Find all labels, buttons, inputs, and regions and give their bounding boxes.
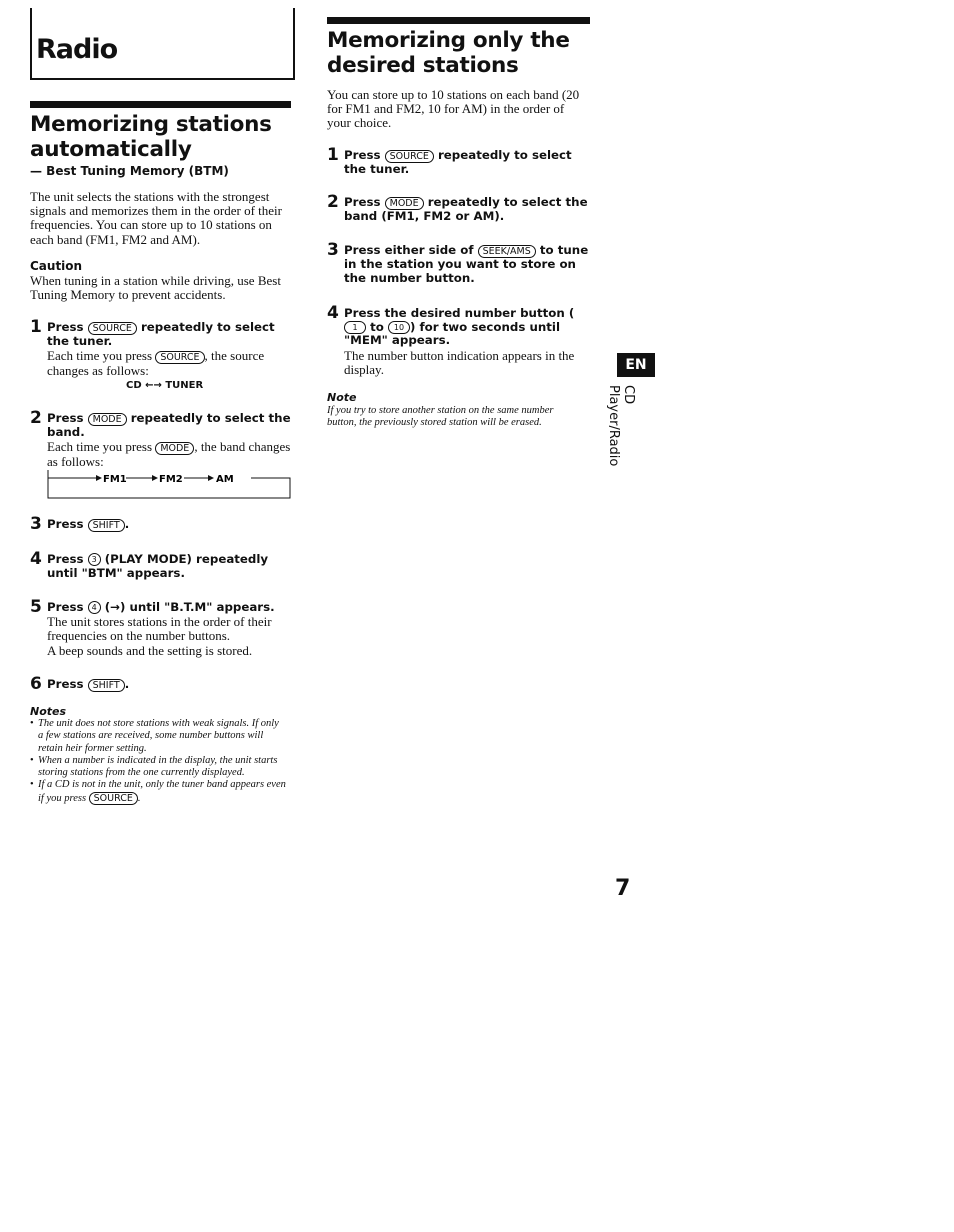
note-text: If you try to store another station on the same number button, the previously stored station will be erased. (327, 405, 554, 429)
number-3-button-icon: 3 (88, 553, 101, 566)
step-number: 5 (30, 597, 42, 617)
notes-list (30, 718, 286, 805)
step-instruction: Press SHIFT . (47, 677, 130, 691)
shift-key: SHIFT (88, 519, 125, 532)
band-flow-item: FM2 (159, 474, 183, 485)
mode-key: MODE (385, 197, 424, 210)
step-instruction: Press 4 (→) until "B.T.M" appears. (47, 600, 275, 614)
right-intro: You can store up to 10 stations on each band (20 for FM1 and FM2, 10 for AM) in the order of your choice. (327, 87, 580, 131)
band-flow-diagram (46, 468, 294, 502)
step-number: 3 (327, 240, 339, 260)
left-intro: The unit selects the stations with the strongest signals and memorizes them in the order of their frequencies. You can store up to 10 stations on each band (FM1, FM2 and AM). (30, 189, 282, 247)
band-flow-arrowhead (96, 475, 102, 481)
right-heading-rule (327, 17, 590, 24)
step-instruction: Press 3 (PLAY MODE) repeatedly until "BTM" appears. (47, 552, 269, 580)
step-number: 4 (327, 303, 339, 323)
step-description: The unit stores stations in the order of their frequencies on the number buttons. (47, 614, 272, 644)
band-flow-arrowhead (208, 475, 214, 481)
step-number: 6 (30, 674, 42, 694)
note-title: Note (327, 391, 357, 404)
step-description: The number button indication appears in the display. (344, 348, 575, 378)
step-description-2: A beep sounds and the setting is stored. (47, 643, 253, 658)
step-number: 2 (30, 408, 42, 428)
caution-text: When tuning in a station while driving, use Best Tuning Memory to prevent accidents. (30, 273, 281, 303)
step-description: Each time you press SOURCE , the source changes as follows: (47, 348, 265, 378)
step-number: 1 (30, 317, 42, 337)
shift-key: SHIFT (88, 679, 125, 692)
source-key: SOURCE (385, 150, 434, 163)
note-item: • When a number is indicated in the display, the unit starts storing stations from the one currently displayed. (30, 755, 286, 780)
side-section-label: CD Player/Radio (606, 385, 636, 467)
band-flow-item: AM (216, 474, 234, 485)
left-heading-rule (30, 101, 291, 108)
step-number: 1 (327, 145, 339, 165)
number-1-button-icon: 1 (344, 321, 366, 334)
step-instruction: Press SOURCE repeatedly to select the tuner. (47, 320, 275, 348)
mode-key: MODE (155, 442, 194, 455)
notes-title: Notes (30, 705, 67, 718)
page-number: 7 (615, 876, 631, 901)
source-key: SOURCE (155, 351, 204, 364)
mode-key: MODE (88, 413, 127, 426)
band-flow-arrowhead (152, 475, 158, 481)
step-instruction: Press the desired number button (1 to 10 ) for two seconds until "MEM" appears. (344, 306, 575, 347)
step-instruction: Press MODE repeatedly to select the band. (47, 411, 291, 439)
step-instruction: Press SHIFT . (47, 517, 130, 531)
step-instruction: Press MODE repeatedly to select the band (FM1, FM2 or AM). (344, 195, 588, 223)
source-key: SOURCE (89, 792, 138, 805)
number-10-button-icon: 10 (388, 321, 410, 334)
step-number: 3 (30, 514, 42, 534)
step-instruction: Press either side of SEEK/AMS to tune in the station you want to store on the number button. (344, 243, 589, 285)
left-subheading: — Best Tuning Memory (BTM) (30, 164, 229, 178)
language-badge: EN (617, 353, 655, 377)
step-number: 2 (327, 192, 339, 212)
source-flow: CD ←→ TUNER (126, 380, 204, 391)
right-heading: Memorizing only the desired stations (327, 28, 570, 78)
step-description: Each time you press MODE , the band changes as follows: (47, 439, 291, 469)
source-key: SOURCE (88, 322, 137, 335)
seek-ams-key: SEEK/AMS (478, 245, 536, 258)
step-instruction: Press SOURCE repeatedly to select the tuner. (344, 148, 572, 176)
note-item: • If a CD is not in the unit, only the tuner band appears even if you press SOURCE . (30, 779, 286, 805)
step-number: 4 (30, 549, 42, 569)
band-flow-item: FM1 (103, 474, 127, 485)
note-item: • The unit does not store stations with weak signals. If only a few stations are received, some number buttons will retain heir former setting. (30, 718, 286, 755)
number-4-button-icon: 4 (88, 601, 101, 614)
caution-title: Caution (30, 259, 83, 273)
left-heading: Memorizing stations automatically (30, 112, 272, 162)
section-title: Radio (36, 34, 118, 65)
